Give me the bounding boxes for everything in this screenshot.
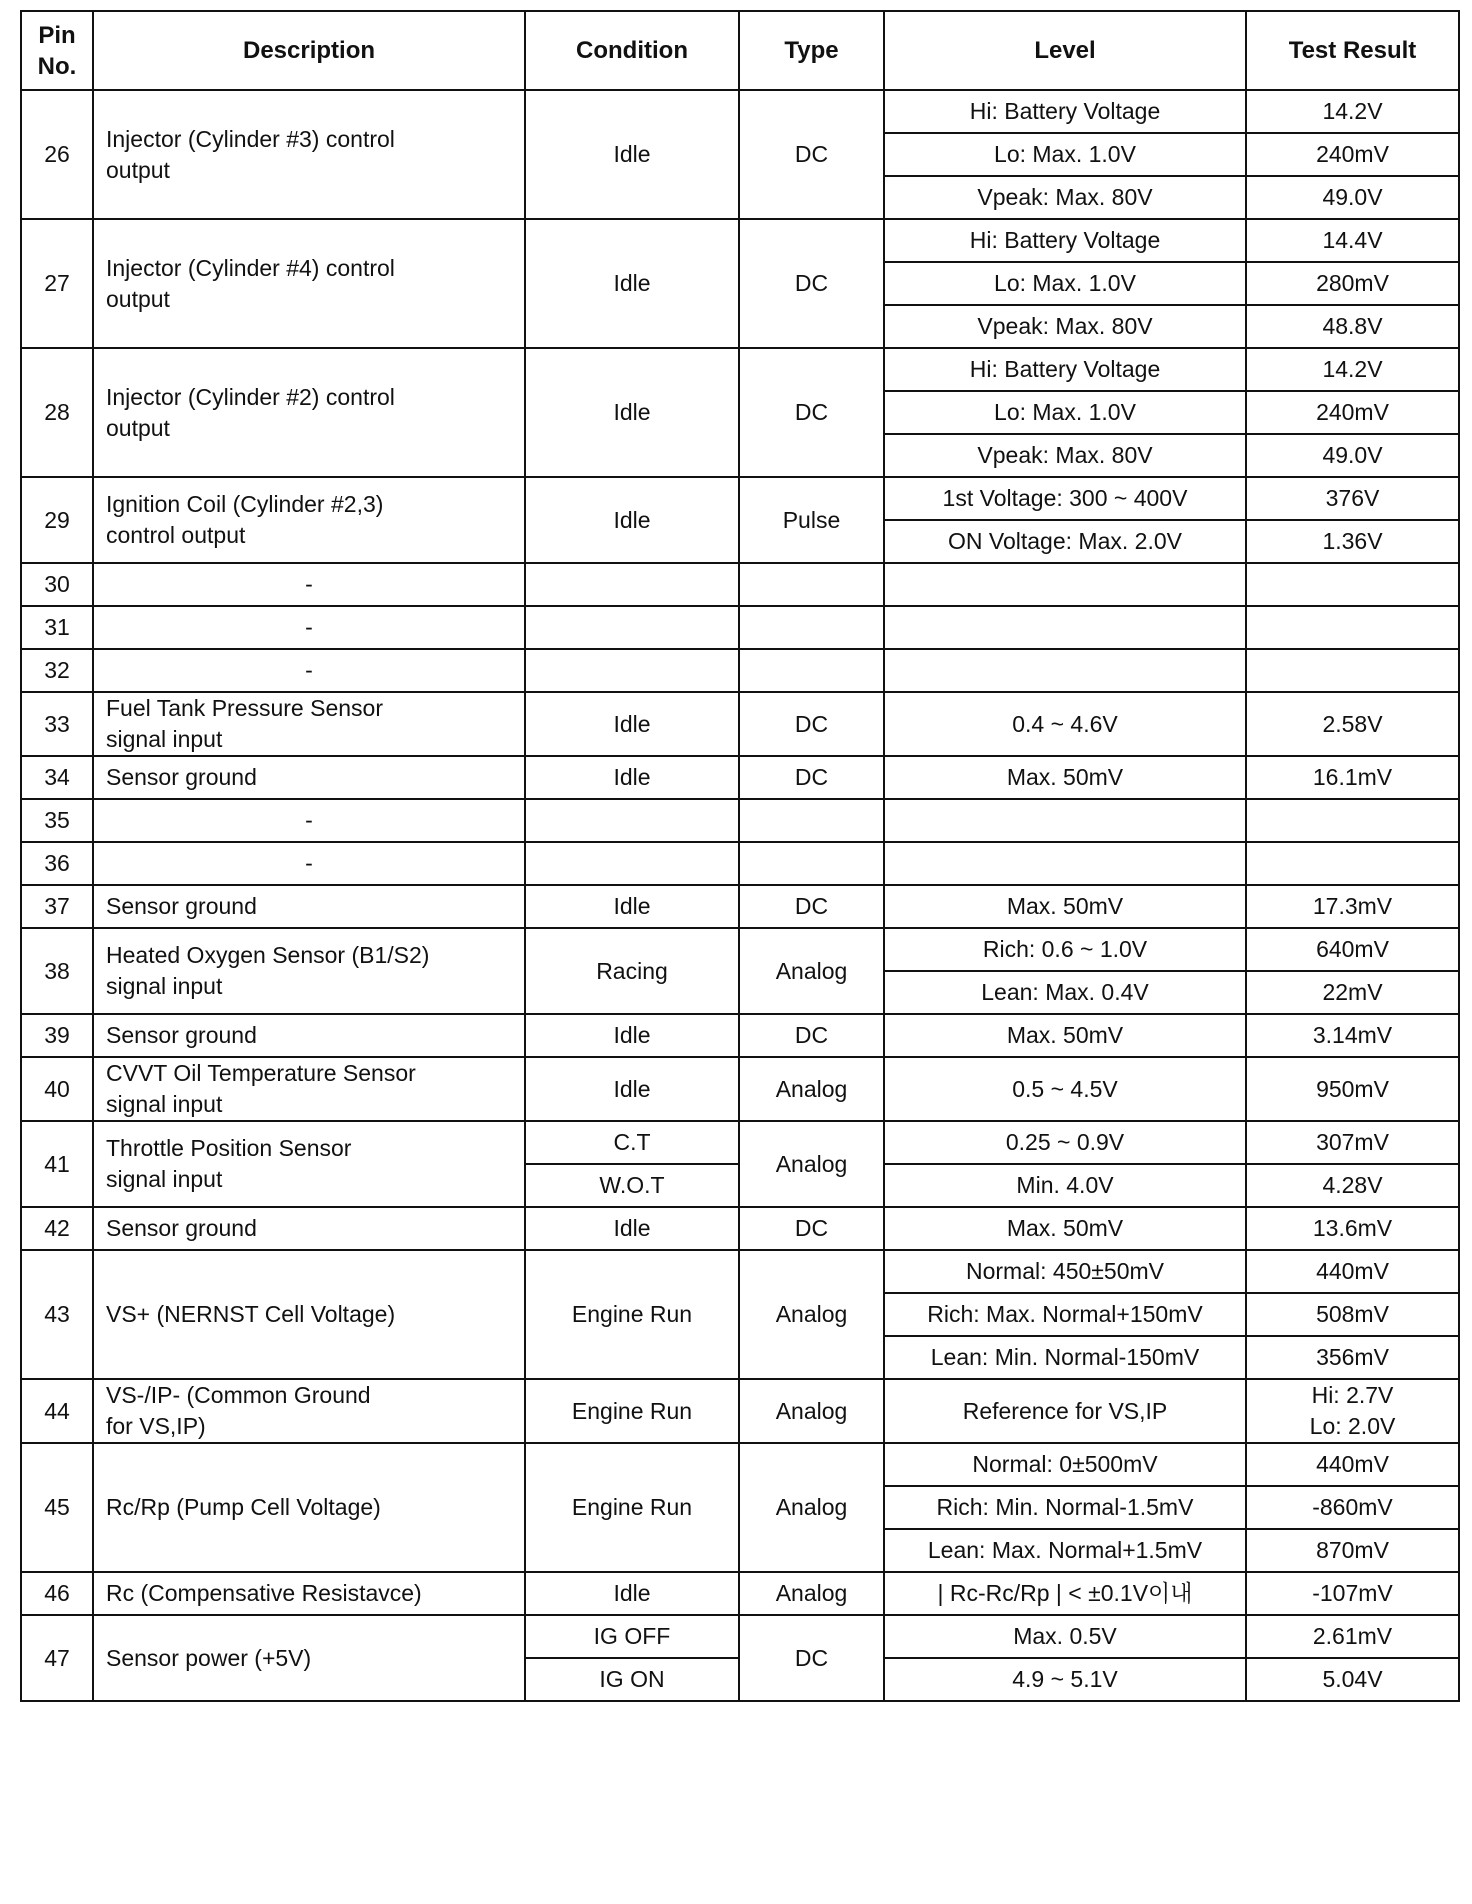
pin-number: 30 [21, 563, 93, 606]
condition-cell: Idle [525, 477, 739, 563]
level-cell: Lo: Max. 1.0V [884, 391, 1246, 434]
result-cell: 2.58V [1246, 692, 1459, 756]
result-cell: 48.8V [1246, 305, 1459, 348]
condition-cell [525, 606, 739, 649]
condition-cell: Idle [525, 756, 739, 799]
result-cell: 240mV [1246, 133, 1459, 176]
table-row [21, 90, 1459, 133]
table-row [21, 219, 1459, 262]
header-row [21, 11, 1459, 90]
result-cell: 280mV [1246, 262, 1459, 305]
level-cell: | Rc-Rc/Rp | < ±0.1V이내 [884, 1572, 1246, 1615]
description-cell: Rc (Compensative Resistavce) [93, 1572, 525, 1615]
table-row [21, 348, 1459, 391]
result-cell: 508mV [1246, 1293, 1459, 1336]
result-cell: 49.0V [1246, 176, 1459, 219]
table-row [21, 1207, 1459, 1250]
result-cell: 14.2V [1246, 90, 1459, 133]
result-cell: 950mV [1246, 1057, 1459, 1121]
description-cell: Rc/Rp (Pump Cell Voltage) [93, 1443, 525, 1572]
result-cell [1246, 649, 1459, 692]
type-header: Type [739, 11, 884, 90]
condition-cell: Idle [525, 219, 739, 348]
table-row [21, 1014, 1459, 1057]
table-row [21, 1250, 1459, 1293]
condition-cell: IG OFF [525, 1615, 739, 1658]
level-cell [884, 842, 1246, 885]
result-cell: 14.2V [1246, 348, 1459, 391]
level-cell: Hi: Battery Voltage [884, 90, 1246, 133]
condition-header: Condition [525, 11, 739, 90]
condition-cell: Engine Run [525, 1379, 739, 1443]
level-cell: Lean: Max. Normal+1.5mV [884, 1529, 1246, 1572]
description-cell: Ignition Coil (Cylinder #2,3) control output [93, 477, 525, 563]
description-cell: Sensor ground [93, 1207, 525, 1250]
level-cell: 0.5 ~ 4.5V [884, 1057, 1246, 1121]
level-cell: ON Voltage: Max. 2.0V [884, 520, 1246, 563]
pin-number: 43 [21, 1250, 93, 1379]
level-cell: Rich: 0.6 ~ 1.0V [884, 928, 1246, 971]
result-cell: 376V [1246, 477, 1459, 520]
result-cell: 4.28V [1246, 1164, 1459, 1207]
description-cell: - [93, 606, 525, 649]
level-cell: 1st Voltage: 300 ~ 400V [884, 477, 1246, 520]
table-row [21, 606, 1459, 649]
description-cell: Injector (Cylinder #3) control output [93, 90, 525, 219]
condition-cell [525, 842, 739, 885]
description-cell: VS-/IP- (Common Ground for VS,IP) [93, 1379, 525, 1443]
condition-cell: Engine Run [525, 1250, 739, 1379]
description-cell: Heated Oxygen Sensor (B1/S2) signal input [93, 928, 525, 1014]
result-cell: 22mV [1246, 971, 1459, 1014]
result-cell: 5.04V [1246, 1658, 1459, 1701]
level-cell: Lo: Max. 1.0V [884, 262, 1246, 305]
result-cell: -107mV [1246, 1572, 1459, 1615]
type-cell: Analog [739, 1572, 884, 1615]
pin-number: 26 [21, 90, 93, 219]
description-cell: Sensor power (+5V) [93, 1615, 525, 1701]
condition-cell: C.T [525, 1121, 739, 1164]
level-cell: Normal: 0±500mV [884, 1443, 1246, 1486]
condition-cell: Engine Run [525, 1443, 739, 1572]
level-cell: Max. 50mV [884, 756, 1246, 799]
description-cell: Sensor ground [93, 756, 525, 799]
pin-number: 44 [21, 1379, 93, 1443]
pin-header: Pin No. [21, 11, 93, 90]
result-cell: 356mV [1246, 1336, 1459, 1379]
description-cell: Sensor ground [93, 1014, 525, 1057]
pin-test-table [20, 10, 1460, 1702]
pin-number: 47 [21, 1615, 93, 1701]
type-cell: DC [739, 1014, 884, 1057]
result-cell: 49.0V [1246, 434, 1459, 477]
description-cell: Sensor ground [93, 885, 525, 928]
level-cell: Max. 50mV [884, 1014, 1246, 1057]
level-cell: Vpeak: Max. 80V [884, 176, 1246, 219]
level-cell: Lo: Max. 1.0V [884, 133, 1246, 176]
result-cell [1246, 842, 1459, 885]
pin-number: 34 [21, 756, 93, 799]
result-header: Test Result [1246, 11, 1459, 90]
result-cell: 307mV [1246, 1121, 1459, 1164]
result-cell: 16.1mV [1246, 756, 1459, 799]
condition-cell: Idle [525, 885, 739, 928]
level-cell: Rich: Min. Normal-1.5mV [884, 1486, 1246, 1529]
type-cell: Analog [739, 1121, 884, 1207]
result-cell: 440mV [1246, 1250, 1459, 1293]
result-cell [1246, 563, 1459, 606]
table-row [21, 1057, 1459, 1121]
table-body [21, 90, 1459, 1701]
level-cell: Hi: Battery Voltage [884, 348, 1246, 391]
table-row [21, 1379, 1459, 1443]
condition-cell: Racing [525, 928, 739, 1014]
level-cell: Vpeak: Max. 80V [884, 434, 1246, 477]
description-cell: Injector (Cylinder #2) control output [93, 348, 525, 477]
type-cell: Analog [739, 1250, 884, 1379]
description-cell: - [93, 799, 525, 842]
pin-number: 45 [21, 1443, 93, 1572]
table-row [21, 928, 1459, 971]
result-cell: 17.3mV [1246, 885, 1459, 928]
type-cell [739, 563, 884, 606]
condition-cell: Idle [525, 1572, 739, 1615]
level-cell: Max. 50mV [884, 1207, 1246, 1250]
level-cell: Vpeak: Max. 80V [884, 305, 1246, 348]
level-cell: Lean: Min. Normal-150mV [884, 1336, 1246, 1379]
type-cell: DC [739, 348, 884, 477]
pin-number: 40 [21, 1057, 93, 1121]
result-cell: 440mV [1246, 1443, 1459, 1486]
pin-number: 39 [21, 1014, 93, 1057]
level-cell [884, 563, 1246, 606]
level-cell: Rich: Max. Normal+150mV [884, 1293, 1246, 1336]
type-cell [739, 606, 884, 649]
pin-number: 42 [21, 1207, 93, 1250]
type-cell: DC [739, 756, 884, 799]
table-row [21, 842, 1459, 885]
type-cell [739, 842, 884, 885]
type-cell: Analog [739, 1443, 884, 1572]
level-cell: Reference for VS,IP [884, 1379, 1246, 1443]
table-row [21, 1572, 1459, 1615]
description-cell: VS+ (NERNST Cell Voltage) [93, 1250, 525, 1379]
condition-cell: Idle [525, 348, 739, 477]
type-cell: DC [739, 885, 884, 928]
result-cell [1246, 799, 1459, 842]
description-cell: - [93, 563, 525, 606]
type-cell: DC [739, 1207, 884, 1250]
condition-cell: IG ON [525, 1658, 739, 1701]
pin-number: 41 [21, 1121, 93, 1207]
table-row [21, 756, 1459, 799]
level-header: Level [884, 11, 1246, 90]
level-cell: Max. 50mV [884, 885, 1246, 928]
result-cell: 2.61mV [1246, 1615, 1459, 1658]
description-cell: Throttle Position Sensor signal input [93, 1121, 525, 1207]
level-cell [884, 799, 1246, 842]
result-cell: 14.4V [1246, 219, 1459, 262]
type-cell: Analog [739, 1057, 884, 1121]
result-cell: 1.36V [1246, 520, 1459, 563]
pin-number: 28 [21, 348, 93, 477]
table-row [21, 692, 1459, 756]
type-cell: Pulse [739, 477, 884, 563]
condition-cell: Idle [525, 1014, 739, 1057]
condition-cell [525, 649, 739, 692]
level-cell: Normal: 450±50mV [884, 1250, 1246, 1293]
condition-cell [525, 799, 739, 842]
level-cell: Max. 0.5V [884, 1615, 1246, 1658]
level-cell [884, 606, 1246, 649]
table-row [21, 563, 1459, 606]
type-cell: DC [739, 692, 884, 756]
pin-number: 37 [21, 885, 93, 928]
description-cell: Injector (Cylinder #4) control output [93, 219, 525, 348]
result-cell: 3.14mV [1246, 1014, 1459, 1057]
level-cell: Hi: Battery Voltage [884, 219, 1246, 262]
result-cell: Hi: 2.7V Lo: 2.0V [1246, 1379, 1459, 1443]
description-cell: - [93, 649, 525, 692]
table-row [21, 649, 1459, 692]
pin-number: 46 [21, 1572, 93, 1615]
condition-cell: Idle [525, 1207, 739, 1250]
condition-cell: Idle [525, 692, 739, 756]
type-cell: Analog [739, 928, 884, 1014]
result-cell: -860mV [1246, 1486, 1459, 1529]
condition-cell [525, 563, 739, 606]
table-row [21, 477, 1459, 520]
table-row [21, 1615, 1459, 1658]
pin-number: 38 [21, 928, 93, 1014]
result-cell: 240mV [1246, 391, 1459, 434]
pin-number: 29 [21, 477, 93, 563]
level-cell: Lean: Max. 0.4V [884, 971, 1246, 1014]
table-row [21, 885, 1459, 928]
table-row [21, 1443, 1459, 1486]
type-cell [739, 799, 884, 842]
type-cell: Analog [739, 1379, 884, 1443]
description-cell: - [93, 842, 525, 885]
type-cell: DC [739, 90, 884, 219]
description-cell: Fuel Tank Pressure Sensor signal input [93, 692, 525, 756]
level-cell: Min. 4.0V [884, 1164, 1246, 1207]
type-cell [739, 649, 884, 692]
result-cell: 640mV [1246, 928, 1459, 971]
condition-cell: Idle [525, 90, 739, 219]
type-cell: DC [739, 1615, 884, 1701]
pin-number: 31 [21, 606, 93, 649]
pin-number: 35 [21, 799, 93, 842]
level-cell: 4.9 ~ 5.1V [884, 1658, 1246, 1701]
pin-number: 32 [21, 649, 93, 692]
level-cell: 0.4 ~ 4.6V [884, 692, 1246, 756]
table-row [21, 1121, 1459, 1164]
result-cell: 13.6mV [1246, 1207, 1459, 1250]
pin-number: 27 [21, 219, 93, 348]
result-cell [1246, 606, 1459, 649]
type-cell: DC [739, 219, 884, 348]
level-cell [884, 649, 1246, 692]
result-cell: 870mV [1246, 1529, 1459, 1572]
pin-number: 36 [21, 842, 93, 885]
level-cell: 0.25 ~ 0.9V [884, 1121, 1246, 1164]
pin-number: 33 [21, 692, 93, 756]
condition-cell: W.O.T [525, 1164, 739, 1207]
table-row [21, 799, 1459, 842]
description-cell: CVVT Oil Temperature Sensor signal input [93, 1057, 525, 1121]
description-header: Description [93, 11, 525, 90]
condition-cell: Idle [525, 1057, 739, 1121]
